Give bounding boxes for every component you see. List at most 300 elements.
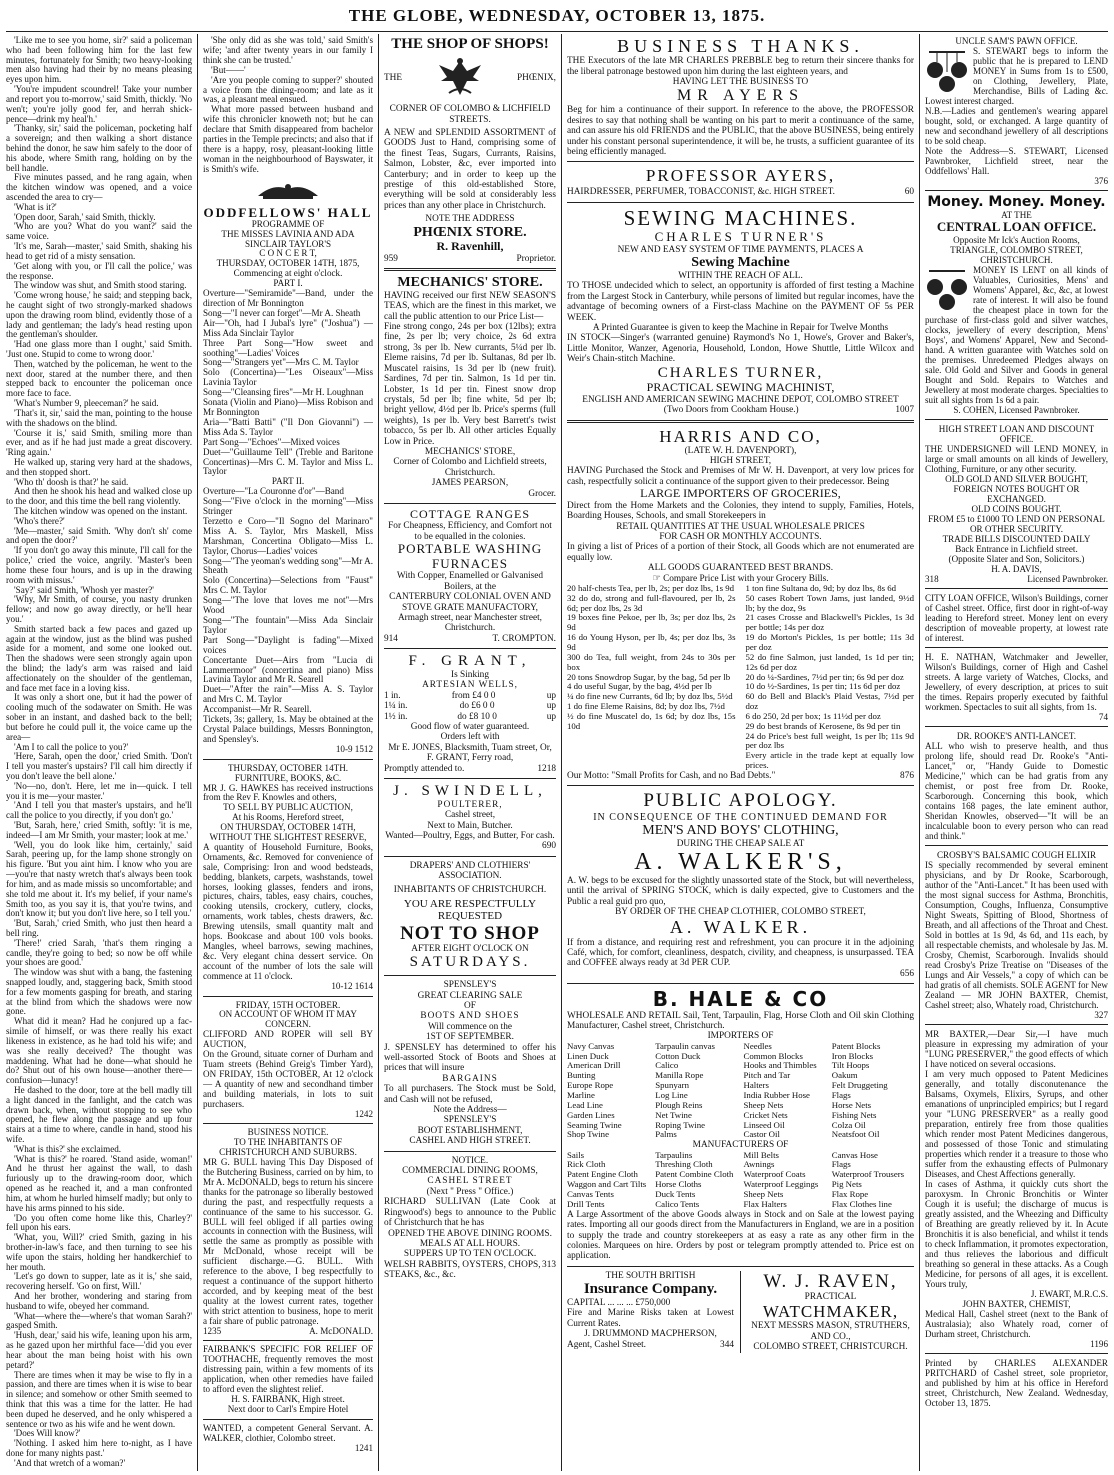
text: HAIRDRESSER, PERFUMER, TOBACCONIST, &c. HIGH STREET. [567,187,835,198]
text: PORTABLE WASHING [397,541,543,557]
story-paragraph: 'And I tell you that master's upstairs, and he'll call the police to you directly, if you don't go.' [6,800,192,821]
goods-item: Log Line [655,1090,688,1101]
uncle-sams-pawn-ad [925,36,1108,186]
goods-item: Patent Engine Cloth [567,1169,638,1180]
rate-cell: up [546,690,556,701]
text: NOTICE. [451,1155,489,1166]
text: S. COHEN, Licensed Pawnbroker. [953,404,1080,415]
price-item: 24 do Price's best full weight, 1s per lb; 11s 9d per doz lbs [745,730,914,751]
ad-title: HIGH STREET LOAN AND DISCOUNT OFFICE. [938,423,1095,444]
text: PART I. [273,278,303,289]
text: FROM £5 to £1000 TO LEND ON PERSONAL OR OTHER SECURITY. [928,513,1105,534]
price-item: 52 do fine Salmon, just landed, 1s 1d per tin; 12s 6d per doz [745,651,914,672]
importers-list [567,1042,914,1140]
rate-cell: 1½ in. [384,711,408,722]
story-paragraph: 'Well, you do look like him, certainly,' said Sarah, peering up, for the lamp shone strongly on his figure. 'But you aint him. I know who you are—you're that nasty wretch that's always been took for him, and as made missis so uncomfortable; and she told me about it. It's my belief, if your name's Smith too, as you say it is, that you're twins, and don't know it; but you don't live here, so I tell you.' [6,839,192,919]
column-rule [919,34,920,1471]
ad-title: THE SHOP OF SHOPS! [391,36,549,52]
text: R. Ravenhill, [436,239,504,254]
goods-item: Manilla Rope [655,1070,704,1081]
pawn-balls-icon [925,267,969,315]
story-paragraph: 'Get along with you, or I'll call the police,' was the response. [6,260,192,281]
column-rule [197,34,198,1471]
text: COLOMBO STREET, CHRISTCURCH. [753,1342,908,1353]
text: Orders left with [440,732,500,743]
goods-item: Waggon and Cart Tilts [567,1179,647,1190]
goods-item: Canvas Tents [567,1189,614,1200]
goods-item: Tilt Hoops [831,1060,870,1071]
text: TRADE BILLS DISCOUNTED DAILY [942,533,1091,544]
text: Next door to Carl's Empire Hotel [227,1403,349,1414]
goods-item: Hooks and Thimbles [743,1060,817,1071]
high-street-loan-ad [925,424,1108,584]
text: CANTERBURY COLONIAL OVEN AND STOVE GRATE MANUFACTORY, [389,592,551,613]
text: TO SELL BY PUBLIC AUCTION, [223,802,353,813]
rate-cell: 1¼ in. [384,701,408,712]
goods-item: Patent Blocks [831,1040,881,1051]
ad-number: 10-12 1614 [331,980,373,991]
story-paragraph: 'Am I to call the police to you?' [14,741,129,752]
text: Armagh street, near Manchester street, Christchurch. [397,612,543,634]
programme-list [203,289,373,477]
goods-item: Marline [567,1090,595,1101]
baxter-lung-preserver-ad [925,1029,1108,1349]
text: PROFESSOR AYERS, [645,166,836,186]
story-paragraph: Then, watched by the policeman, he went to the next door, stared at the number there, and then stepped back to encounter the policeman once more face to face. [6,358,192,399]
story-paragraph: 'Here, Sarah, open the door,' cried Smith. 'Don't I tell you master's upstairs? I'll call him directly if you don't leave the bell alone.' [6,751,192,781]
text: WITHOUT THE SLIGHTEST RESERVE, [209,832,367,843]
story-paragraph: 'What—where the—where's that woman Sarah?' gasped Smith. [6,1310,192,1331]
text: GREAT CLEARING SALE [417,990,523,1001]
goods-item: Canvas Hose [831,1149,878,1160]
column-3 [384,36,556,1469]
goods-item: Oakum [831,1070,858,1081]
story-paragraph: 'Who th' doosh is that?' he said. [14,476,129,487]
goods-item: Flags [831,1159,851,1170]
text: CASHEL STREET [427,1176,513,1187]
masthead-rule [6,31,1108,32]
story-paragraph: 'No—no, don't. Here, let me in—quick. I tell you it is me—your master.' [6,780,192,801]
price-item: 20 do ¼-Sardines, 7½d per tin; 6s 9d per doz [745,671,904,682]
price-item: 20 tons Snowdrop Sugar, by the bag, 5d per lb [567,671,731,682]
text: Corner of Colombo and Lichfield streets, Christchurch. [393,457,547,478]
ad-title: DR. ROOKE'S ANTI-LANCET. [956,730,1077,741]
text: WELSH RABBITS, OYSTERS, CHOPS, STEAKS, &c., &c. [384,1259,541,1281]
phoenix-bird-icon [435,55,485,102]
text: AT THE [1001,210,1032,221]
goods-item: Palms [655,1129,677,1140]
story-paragraph: 'Open door, Sarah,' said Smith, thickly. [14,211,156,222]
text: FURNITURE, BOOKS, &C. [234,772,342,783]
goods-item: Calico [655,1060,679,1071]
text: S. STEWART begs to inform the public that he is prepared to LEND MONEY in Sums from 1s to £500, on Clothing, Jewellery, Plate, Merchandise, Bills of Lading &c. Lowest interest charged. [925,46,1108,106]
story-paragraph: 'Nothing. I asked him here to-night, as I have done for many nights past.' [6,1438,192,1458]
swindell-ad [384,783,556,852]
goods-item: Tarpaulin canvas [655,1040,715,1051]
text: BOOT ESTABLISHMENT, [417,1125,523,1136]
bottom-ads-row [567,1271,914,1353]
goods-item: Castor Oil [743,1129,780,1140]
price-item: 21 cases Crosse and Blackwell's Pickles, 1s 3d per bottle; 14s per doz [745,612,914,633]
text: ON ACCOUNT OF WHOM IT MAY CONCERN. [219,1009,357,1030]
goods-item: Felt Druggeting [831,1080,888,1091]
text: A Printed Guarantee is given to keep the Machine in Repair for Twelve Months [592,322,889,333]
rate-cell: up [546,711,556,722]
text: A. W. begs to be excused for the slightly unassorted state of the Stock, but will nevertheless, until the arrival of SPRING STOCK, which is daily expected, give to Customers and the Public a real guid pro quo, [567,875,914,907]
column-rule [378,34,379,1471]
text: Next to Main, Butcher. [427,820,513,831]
goods-item: Horse Nets [831,1099,872,1110]
goods-item: Sails [567,1149,585,1160]
text: HAVING received our first NEW SEASON'S TEAS, which are the finest in this market, we call the public attention to our Price List— [384,290,556,322]
goods-item: Drill Tents [567,1198,605,1209]
text: COMMERCIAL DINING ROOMS, [402,1166,538,1177]
goods-item: Bunting [567,1070,596,1081]
text: THE SOUTH BRITISH [605,1270,696,1281]
story-paragraph: 'Come wrong house,' he said; and stepping back, he caught sight of two strongly-marked shadows upon the drawing room blind, evidently those of a lady and gentleman; the lady's head resting upon the gentleman's shoulder. [6,290,192,340]
text: A quantity of Household Furniture, Books, Ornaments, &c. Removed for convenience of sale, Comprising: Iron and wood bedsteads, bedding, blankets, carpets, washstands, towel horses, looking glasses, fenders and irons, pictures, chairs, tables, easy chairs, couches, cooking utensils, crockery, cutlery, clocks, ornaments, work tables, chests drawers, &c. Brewing utensils, small quantity malt and hops. Bookcase and about 100 vols books. Mangles, wheel barrows, sewing machines, &c. Very elegant china dessert service. On account of the number of lots the sale will commence at 11 o'clock. [203,841,373,981]
text: Tickets, 3s; gallery, 1s. May be obtained at the Crystal Palace buildings, Messrs Bonnington, and Spensley's. [203,714,373,744]
text: THE Executors of the late MR CHARLES PREBBLE beg to return their sincere thanks for the liberal patronage bestowed upon him during the last eighteen years, and [567,56,914,77]
text: THE MISSES LAVINIA AND ADA SINCLAIR TAYLOR'S [221,228,355,249]
text: ENGLISH AND AMERICAN SEWING MACHINE DEPOT, COLOMBO STREET [582,394,899,405]
text: H. S. FAIRBANK, High street. [231,1393,345,1404]
fairbank-ad [203,1345,373,1414]
story-paragraph: 'But, Sarah,' cried Smith, who just then heard a bell ring. [6,918,192,938]
text: In giving a list of Prices of a portion of their Stock, all Goods which are not enumerated are equally low. [567,542,914,563]
story-paragraph: 'Course it is,' said Smith, smiling more than ever, and as if he had just made a great discovery. 'Ring again.' [6,427,192,458]
text: JAMES PEARSON, [431,478,509,489]
price-item: 1 ton fine Sultana do, 9d; by doz lbs, 8s 6d [745,582,897,593]
story-paragraph: 'That's it, sir,' said the man, pointing to the house with the shadows on the blind. [6,407,192,428]
story-paragraph: 'But, Sarah, here,' cried Smith, softly: 'it is me, indeed—I am Mr Smith, your master; look at me.' [6,820,192,840]
price-list-left [567,584,736,771]
text: CHRISTCHURCH. [980,254,1053,265]
text: F. GRANT, [408,653,532,670]
goods-item: Seaming Twine [567,1119,622,1130]
text: Grocer. [528,488,556,499]
goods-item: Roping Twine [655,1119,706,1130]
goods-item: Lead Line [567,1099,603,1110]
text: Fine strong congo, 24s per box (12lbs); extra fine, 2s per lb; very choice, 2s 6d extra strong, 3s per lb. New currants, 5¼d per lb. Eleme raisins, 7d per lb. Sultanas, 8d per lb. Muscatel raisins, 1s 3d per lb (new fruit). Sardines, 7d per tin. Salmon, 1s 1d per tin. Lobster, 1s 1d per tin. Finest snow drop crystals, 5d per lb; fine white, 5d per lb; bright yellow, 4½d per lb. Price's sperms (full weights), 1s per lb. Very best Barrett's twist tobacco, 5s per lb. All other articles Equally Low in Price. [384,322,556,447]
programme-item: Song—"The yeoman's wedding song"—Mr A. Sheath [203,555,373,576]
text: DURING THE CHEAP SALE AT [676,838,805,849]
text: POULTERER, [437,799,503,810]
ad-number: 1242 [354,1108,373,1119]
story-paragraph: 'Why, Mr Smith, of course, you nasty drunken fellow; and now go away directly, or he'll hear you.' [6,594,192,624]
story-paragraph: 'You're impudent scoundrel! Take your number and report you to-morrow,' said Smith, thickly. 'No wen't; you're jolly good fer, and herrah shick-pence—drink my heal'h.' [6,84,192,124]
ad-number: 344 [720,1339,734,1350]
sewing-machines-ad [567,207,914,416]
text: NOT TO SHOP [400,922,540,944]
goods-item: Fishing Nets [831,1109,877,1120]
programme-item: Part Song—"Echoes"—Mixed voices [203,436,340,447]
text: H. A. DAVIS, [991,563,1042,574]
story-paragraph: And her brother, wondering and staring from husband to wife, obeyed her command. [6,1291,192,1311]
goods-item: Tarpaulins [655,1149,693,1160]
story-paragraph: The window was shut with a bang, the fastening snapped loudly, and, staggering back, Smith stood for a few moments gasping for breath, and staring at the blind from which the shadows were now gone. [6,967,192,1017]
rate-cell: from £4 0 0 [451,690,496,701]
text: IS specially recommended by several eminent physicians, and by Dr Rooke, Scarborough, author of the "Anti-Lancet." It has been used with the most signal success for Asthma, Bronchitis, Consumption, Coughs, Influenza, Consumptive Night Sweats, Spitting of Blood, Shortness of Breath, and all affections of the Throat and Chest. Sold in bottles at 1s 9d, 4s 6d, and 11s each, by all respectable chemists, and wholesale by Jas. M. Crosby, Chemist, Scarborough. Invalids should read Crosby's Prize Treatise on "Diseases of the Lungs and Air Vessels," a copy of which can be had gratis of all chemists. SOLE AGENT for New Zealand — MR JOHN BAXTER, Chemist, Cashel street; also, Whately road, Christchurch. [925,859,1108,1010]
text: COTTAGE RANGES [409,506,531,521]
story-paragraph: 'Like me to see you home, sir?' said a policeman who had been following him for the last few minutes, fortunately for Smith; two heavy-looking men also having had their by no means pleasing eyes upon him. [6,36,192,85]
printer-imprint: Printed by CHARLES ALEXANDER PRITCHARD of Cashel street, sole proprietor, and published by him at his office in Hereford street, Christchurch, New Zealand. Wednesday, October 13, 1875. [925,1357,1108,1408]
text: A NEW and SPLENDID ASSORTMENT of GOODS Just to Hand, comprising some of the finest Teas, Sugars, Currants, Raisins, Salmon, Lobster, &c, ever imported into Canterbury; and in order to keep up the prestige of this old-established Store, everything will be sold at considerably less prices than any other place in Christchurch. [384,128,556,211]
story-paragraph: Five minutes passed, and he rang again, when the kitchen window was opened, and a voice ascended the area to cry— [6,172,192,202]
south-british-insurance-ad [567,1271,734,1353]
text: J. SPENSLEY has determined to offer his well-assorted Stock of Boots and Shoes at prices that will insure [384,1042,556,1074]
programme-item: Song—"The fountain"—Miss Ada Sinclair Taylor [203,615,373,635]
text: Note the Address—S. STEWART, Licensed Pawnbroker, Lichfield street, near the Oddfellows' Hall. [925,146,1108,176]
text: (Next " Press " Office.) [426,1186,514,1197]
ad-title: UNCLE SAM'S PAWN OFFICE. [955,36,1078,46]
text: ON THURSDAY, OCTOBER 14TH, [220,822,356,833]
public-apology-ad [567,790,914,979]
text: OF [464,1000,476,1011]
text: WHOLESALE AND RETAIL Sail, Tent, Tarpaulin, Flag, Horse Cloth and Oil skin Clothing Manufacturer, Cashel street, Christchurch. [567,1010,914,1031]
text: (LATE W. H. DAVENPORT), [684,445,797,456]
price-item: 19 boxes fine Pekoe, per lb, 3s; per doz lbs, 2s 9d [567,612,736,633]
text: On the Ground, situate corner of Durham and Tuam streets (Behind Greig's Timber Yard), ON FRIDAY, 15th OCTOBER, At 12 o'clock— A quantity of new and secondhand timber and building materials, in lots to suit purchasers. [203,1049,373,1109]
text: A. WALKER. [669,917,812,938]
ad-number: 74 [1098,711,1108,722]
text: BUSINESS NOTICE. [247,1127,329,1138]
goods-item: Shop Twine [567,1129,609,1140]
ad-title: SEWING MACHINES. [623,205,858,230]
programme-list [203,487,373,715]
goods-item: Needles [743,1040,772,1051]
text: AND CO., [810,1331,851,1342]
text: Insurance Company. [583,1281,718,1298]
text: For Cheapness, Efficiency, and Comfort not to be equalled in the colonies. [388,521,552,542]
harris-co-ad [567,427,914,782]
rate-cell: up [546,701,556,712]
text: ARTESIAN WELLS, [422,680,518,691]
text: CORNER OF COLOMBO & LICHFIELD STREETS. [389,104,551,125]
mechanics-store-ad [384,275,556,499]
text: CAPITAL ... ... ... £750,000 [567,1297,671,1308]
text: THE [384,73,403,84]
text: (Two Doors from Cookham House.) [663,405,799,416]
programme-item: Part Song—"Daylight is fading"—Mixed voices [203,634,373,655]
story-paragraph: 'What is this?' she exclaimed. [14,1143,122,1154]
text: MR BAXTER,—Dear Sir,—I have much pleasure in expressing my admiration of your "LUNG PRESERVER," the good effects of which I have noticed on several occasions. [925,1028,1108,1069]
story-paragraph: 'She only did as she was told,' said Smith's wife; 'and after twenty years in our family I think she can be trusted.' [203,36,373,65]
programme-item: Aria—"Batti Batti" ("Il Don Giovanni") —Miss Ada S. Taylor [203,416,373,437]
text: WANTED, a competent General Servant. A. WALKER, clothier, Colombo street. [203,1422,373,1443]
goods-item: Patent Combine Cloth [655,1169,734,1180]
central-loan-office-ad [925,195,1108,415]
text: With Copper, Enamelled or Galvanised Boilers, at the [396,571,544,592]
story-paragraph: It was only a short one, but it had the power of cooling much of the sodawater on Smith. He was sober in an instant, and dashed back to the bell; but before he could pull it, the voice came up the area— [6,692,192,742]
wanted-servant-ad [203,1424,373,1454]
story-paragraph: 'And that wretch of a woman?' [14,1457,126,1468]
story-paragraph: 'Does Will know?' [14,1428,81,1439]
goods-item: Colza Oil [831,1119,866,1130]
story-paragraph: He dashed to the door, tore at the bell madly till a light danced in the fanlight, and the catch was drawn back, when, without stopping to see who opened, he flew along the passage and up four stairs at a time to where, candle in hand, stood his wife. [6,1084,192,1144]
text: RETAIL QUANTITIES AT THE USUAL WHOLESALE PRICES [616,521,865,532]
business-thanks-ad [567,36,914,157]
text: SATURDAYS. [409,954,531,971]
text: Good flow of water guaranteed. [410,722,530,732]
programme-item: Air—"Oh, had I Jubal's lyre" ("Joshua") —Miss Ada Sinclair Taylor [203,317,373,338]
rate-row [384,701,556,711]
shop-of-shops-ad [384,36,556,264]
text: T. CROMPTON. [492,633,556,644]
column-4 [567,36,914,1469]
text: SPENSLEY'S [443,1115,497,1126]
masthead: THE GLOBE, WEDNESDAY, OCTOBER 13, 1875. [348,6,766,25]
ad-title: HARRIS AND CO, [659,426,822,446]
goods-item: American Drill [567,1060,621,1071]
goods-item: Waterproof Coats [743,1169,806,1180]
text: Beg for him a continuance of their support. In reference to the above, the PROFESSOR desires to say that nothing shall be wanting on his part to merit a continuance of the same, and can assure his old FRIENDS and the PUBLIC, that the above BUSINESS, being entirely under his constant personal superintendence, it will be, he trusts, a sufficient guarantee of its being efficiently managed. [567,105,914,157]
rooke-anti-lancet-ad [925,731,1108,841]
goods-item: Linseed Oil [743,1119,785,1130]
programme-item: Song—"I never can forget"—Mr A. Sheath [203,307,361,318]
text: Note the Address— [433,1105,507,1116]
ad-number: 1235 [203,1325,222,1336]
text: Wanted—Poultry, Eggs, and Butter, For cash. [385,831,555,842]
text: NEXT MESSRS MASON, STRUTHERS, [751,1321,910,1332]
text: HAVING Purchased the Stock and Premises of Mr W. H. Davenport, at very low prices for cash, respectfully solicit a continuance of the support given to their predecessor. Being [567,466,914,487]
text: MANUFACTURERS OF [692,1140,789,1151]
text: A. McDONALD. [309,1325,373,1336]
text: PROGRAMME OF [251,218,325,229]
story-paragraph: 'Me—master,' said Smith. 'Why don't sh' come and open the door?' [6,525,192,546]
programme-item: Song—"Cleansing fires"—Mr H. Loughnan [203,387,364,398]
story-continuation [203,36,373,175]
city-loan-office-ad: CITY LOAN OFFICE, Wilson's Buildings, corner of Cashel street. Office, first door in right-of-way leading to Hereford street. Money lent on every description of moveable property, at lowest rate of interest. [925,592,1108,643]
ad-number: 914 [384,633,398,644]
text: RICHARD SULLIVAN (Late Cook at Ringwood's) begs to announce to the Public of Christchurch that he has [384,1197,556,1229]
text: (Opposite Slater and Son, Solicitors.) [948,553,1085,564]
programme-item: Solo (Concertina)—Selections from "Faust" Mrs C. M. Taylor [203,575,373,596]
text: H. E. NATHAN, Watchmaker and Jeweller, Wilson's Buildings, corner of High and Cashel streets. A large variety of Watches, Clocks, and Jewellery, of every description, at prices to suit the times. Repairs properly executed by faithful workmen. Spectacles to suit all sights, from 1s. [925,651,1108,712]
story-paragraph: The kitchen window was opened on the instant. [14,506,188,516]
text: F. GRANT, Ferry road, [426,753,514,764]
programme-item: Duet—"After the rain"—Miss A. S. Taylor and Mrs C. M. Taylor [203,684,373,705]
text: W. J. RAVEN, [763,1270,898,1292]
goods-item: Sheep Nets [743,1189,784,1200]
ad-title: BUSINESS THANKS. [617,36,864,56]
ad-number: 1241 [354,1442,373,1453]
price-item: 29 do best brands of Kerosene, 8s 9d per tin [745,720,901,731]
text: FURNACES [432,555,508,571]
text: THURSDAY, OCTOBER 14TH. [227,762,349,773]
story-paragraph: 'Who are you? What do you want?' said the same voice. [6,221,192,242]
text: 1ST OF SEPTEMBER. [426,1032,514,1043]
price-item: 20 half-chests Tea, per lb, 2s; per doz lbs, 1s 9d [567,582,735,593]
drapers-association-ad [384,861,556,971]
goods-item: Pitch and Tar [743,1070,791,1081]
story-paragraph: 'There!' cried Sarah, 'that's them ringing a candle, they're going to bed; so now be off while your shoes are good.' [6,937,192,968]
price-list-right [746,584,915,771]
price-item: 50 cases Robert Town Jams, just landed, 9½d lb; by the doz, 9s [745,592,914,613]
hale-co-ad [567,988,914,1262]
ad-number: 10-9 1512 [335,743,373,754]
story-paragraph: 'What is it?' [14,201,57,212]
price-item: 32 do do, strong and full-flavoured, per lb, 2s 6d; per doz lbs, 2s 3d [567,592,736,613]
price-item: 6 do 250, 2d per box; 1s 11½d per doz [745,710,881,721]
rate-table [384,691,556,722]
goods-item: Flags [831,1090,851,1101]
text: HIGH STREET, [709,456,772,467]
text: WITHIN THE REACH OF ALL. [678,270,803,281]
text: MR J. G. HAWKES has received instructions from the Rev F. Knowles and others, [203,782,373,803]
raven-watchmaker-ad [747,1271,914,1353]
ad-title: CROSBY'S BALSAMIC COUGH ELIXIR [936,849,1097,860]
text: A. WALKER'S, [634,848,847,875]
dining-rooms-notice [384,1156,556,1281]
text: MEALS AT ALL HOURS. [419,1238,521,1249]
text: FRIDAY, 15TH OCTOBER. [235,999,341,1010]
text: THURSDAY, OCTOBER 14TH, 1875, [216,258,360,269]
programme-item: Terzetto e Coro—"Il Sogno del Marinaro" Miss A. S. Taylor, Mrs Maskell, Miss Marshman, Concertina Obligato—Miss L. Taylor, Chorus—Ladies' voices [203,515,373,556]
programme-item: Song—"The love that loves me not"—Mrs Wood [203,595,373,616]
nathan-watchmaker-ad [925,652,1108,722]
goods-item: Duck Tents [655,1189,696,1200]
text: CASHEL AND HIGH STREET. [409,1136,531,1147]
ad-number: 656 [900,968,914,979]
text: Fire and Marine Risks taken at Lowest Current Rates. [567,1308,734,1329]
ad-number: 376 [1094,176,1108,186]
story-paragraph: 'Hush, dear,' said his wife, leaning upon his arm, as he gazed upon her mirthful face—'did you ever hear about the man being hoist with his own petard?' [6,1330,192,1370]
programme-item: Accompanist—Mr R. Searell. [203,704,312,715]
text: FOR CASH OR MONTHLY ACCOUNTS. [659,531,822,542]
story-paragraph: 'Do you often come home like this, Charley?' fell upon his ears. [6,1212,192,1233]
goods-item: Sheep Nets [743,1099,784,1110]
goods-item: Iron Blocks [831,1050,874,1061]
rate-cell: do £8 10 0 [457,711,497,722]
price-item: ¼ do fine new Currants, 6d lb; by doz lbs, 5½d [567,691,733,702]
text: A Large Assortment of the above Goods always in Stock and on Sale at the lowest paying rates. Importing all our goods direct from the Manufacturers in England, we are in a position to supply the trade and country storekeepers at as easy a rate as any other firm in the colonies. Marquees on hire. Orders by post or telegram promptly attended to. Price est on application. [567,1209,914,1262]
text: IN CONSEQUENCE OF THE CONTINUED DEMAND FOR [593,811,888,823]
ad-number: 1218 [537,763,556,774]
grant-wells-ad [384,653,556,774]
goods-item: Flax Halters [743,1198,787,1209]
text: BY ORDER OF THE CHEAP CLOTHIER, COLOMBO STREET, [615,907,866,917]
text: LARGE IMPORTERS OF GROCERIES, [640,486,841,501]
ad-number: 1007 [895,405,914,416]
text: Licensed Pawnbroker. [1027,573,1108,584]
story-paragraph: 'But——' [211,64,246,75]
goods-item: Linen Duck [567,1050,609,1061]
column-rule [561,34,562,1471]
text: J. EWART, M.R.C.S. [1030,1288,1108,1299]
goods-item: Neatsfoot Oil [831,1129,880,1140]
goods-item: Navy Canvas [567,1040,615,1051]
goods-item: Pig Nets [831,1179,862,1190]
text: PHŒNIX STORE. [413,224,527,240]
rate-cell: do £6 0 0 [459,701,495,712]
text: MR G. BULL having This Day Disposed of the Butchering Business, carried on by him, to Mr A. McDONALD, begs to return his sincere thanks for the patronage so liberally bestowed during the past, and respectfully requests a continuance of the same to his successor. G. BULL will feel obliged if all parties owing accounts in connection with the Business, will settle the same as promptly as possible with Mr McDonald, whose receipt will be sufficient discharge.—G. BULL. With reference to the above, I beg respectfully to request a continuance of the support hitherto accorded, and by keeping meat of the best quality at the lowest current rates, together with strict attention to business, hope to merit a fair share of public patronage. [203,1157,373,1326]
story-paragraph: 'What is this?' he roared. 'Stand aside, woman!' And he thrust her against the wall, to dash furiously up to the drawing-room door, which opened as he reached it, and a man confronted him, at whom he hurled himself madly; but only to have his arms pinned to his side. [6,1153,192,1213]
text: TO THOSE undecided which to select, an opportunity is afforded of first testing a Machine from the Largest Stock in Canterbury, while persons of limited but regular incomes, have the advantage of becoming owners of a First-class Machine on the PAYMENT OF 5s PER WEEK. [567,281,914,323]
price-item: 16 do Young Hyson, per lb, 4s; per doz lbs, 3s 9d [567,632,736,652]
text: Proprietor. [516,253,556,264]
spensley-sale-ad [384,980,556,1147]
professor-ayers-ad [567,166,914,197]
story-paragraph: 'Let's go down to supper, late as it is,' she said, recovering herself. 'Go on first, Will.' [6,1271,192,1292]
text: SUPPERS UP TO TEN O'CLOCK. [403,1249,537,1260]
ad-title: Money. Money. Money. [927,194,1106,210]
text: N.B.—Ladies and gentlemen's wearing apparel bought, sold, or exchanged. A large quantity of new and secondhand jewellery of all descriptions to be sold cheap. [925,106,1108,146]
text: If from a distance, and requiring rest and refreshment, you can procure it in the adjoining Café, which, for comfort, cleanliness, despatch, civility, and cheapness, is unsurpassed. TEA and COFFEE always ready at 3d PER CUP. [567,937,914,969]
text: ALL GOODS GUARANTEED BEST BRANDS. [647,563,834,574]
text: CLIFFORD AND ROPER will sell BY AUCTION, [203,1029,373,1050]
text: NEW AND EASY SYSTEM OF TIME PAYMENTS, PLACES A [617,244,864,255]
